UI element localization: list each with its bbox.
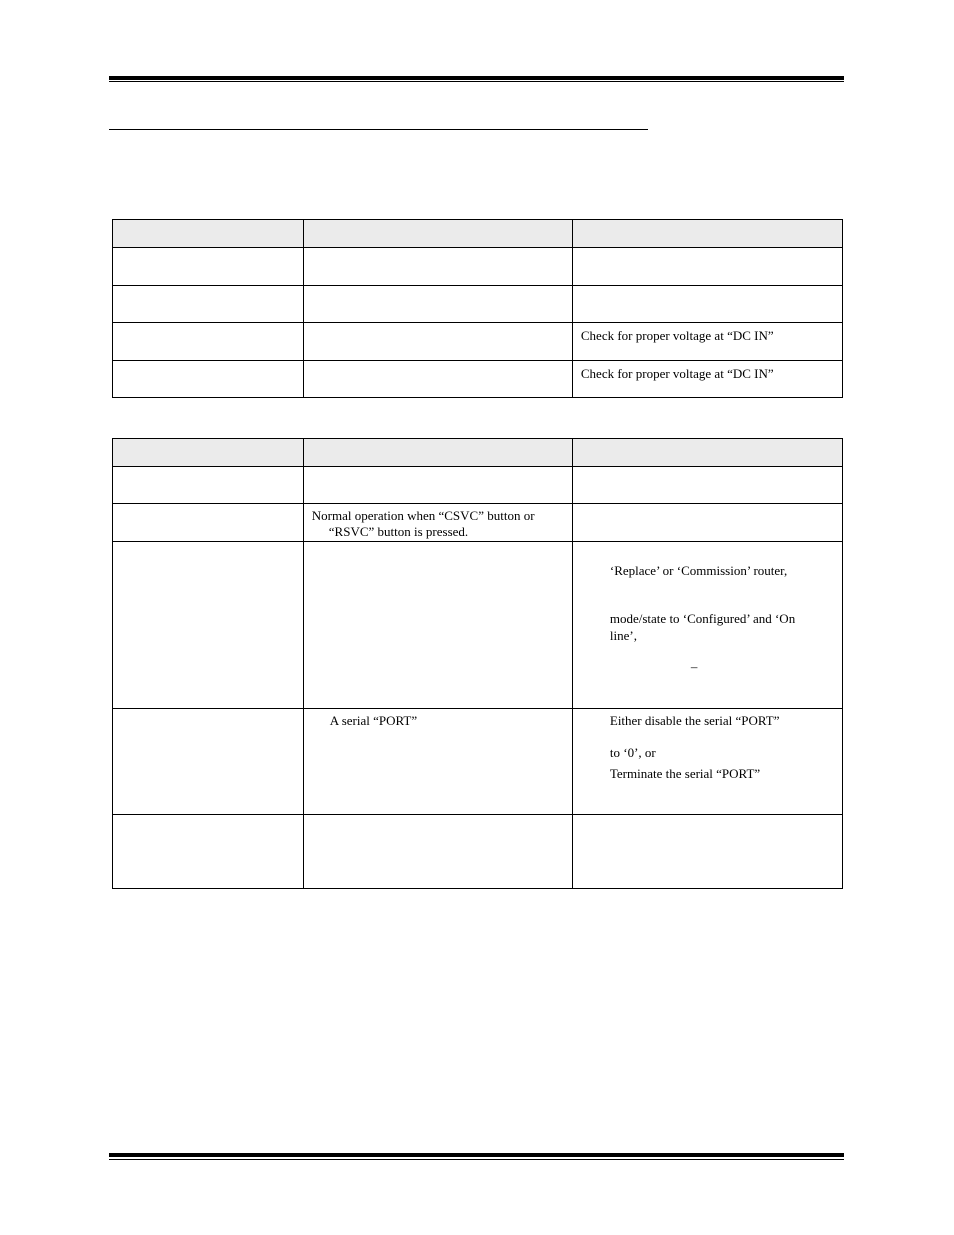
header-cell-1 — [113, 439, 304, 467]
table-header-row — [113, 220, 843, 248]
header-rule-thick — [109, 76, 844, 80]
remedy-line: line’, — [609, 628, 637, 643]
table-row — [113, 286, 843, 323]
remedy-line: to ‘0’, or — [609, 745, 656, 760]
header-cell-3 — [572, 220, 842, 248]
section-heading-underline — [109, 129, 648, 130]
remedy-line: Terminate the serial “PORT” — [609, 766, 761, 781]
table-row — [113, 504, 843, 542]
header-rule-thin — [109, 81, 844, 82]
troubleshooting-table-power — [112, 219, 843, 398]
remedy-text: Check for proper voltage at “DC IN” — [580, 328, 774, 343]
footer-rule-thin — [109, 1159, 844, 1160]
remedy-line: mode/state to ‘Configured’ and ‘On — [609, 611, 796, 626]
table-row — [113, 467, 843, 504]
remedy-line: Either disable the serial “PORT” — [609, 713, 780, 728]
table-header-row — [113, 439, 843, 467]
table-row — [113, 323, 843, 361]
condition-text: Normal operation when “CSVC” button or “RSVC” button is pressed. — [311, 508, 535, 539]
table-row — [113, 361, 843, 398]
remedy-text: Check for proper voltage at “DC IN” — [580, 366, 774, 381]
remedy-line: ‘Replace’ or ‘Commission’ router, — [609, 563, 788, 578]
header-cell-2 — [303, 439, 572, 467]
remedy-dash: – — [690, 659, 698, 674]
table-row — [113, 248, 843, 286]
table-row — [113, 542, 843, 709]
header-cell-3 — [572, 439, 842, 467]
header-cell-2 — [303, 220, 572, 248]
footer-rule-thick — [109, 1153, 844, 1157]
troubleshooting-table-status — [112, 438, 843, 889]
condition-text: A serial “PORT” — [329, 713, 418, 728]
header-cell-1 — [113, 220, 304, 248]
table-row — [113, 815, 843, 889]
table-row — [113, 709, 843, 815]
